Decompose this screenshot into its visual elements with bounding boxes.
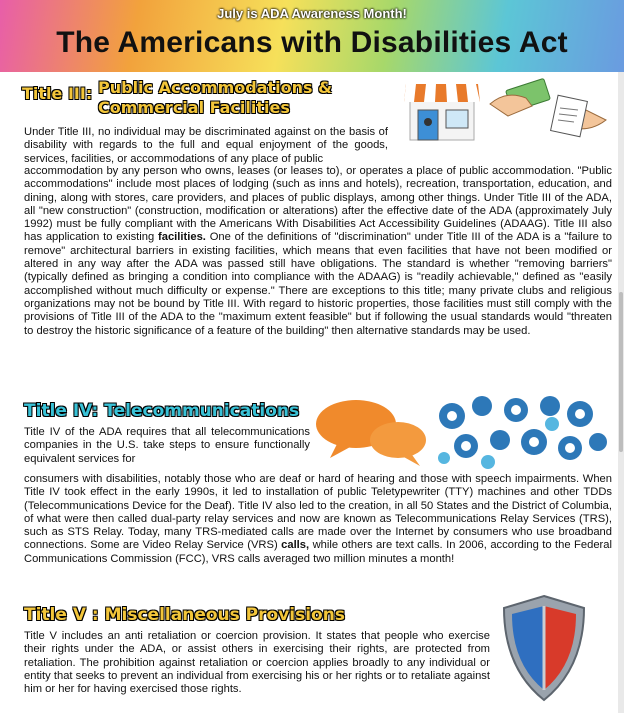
title5-heading: Title V : Miscellaneous Provisions <box>24 605 345 625</box>
title5-body: Title V includes an anti retaliation or coercion provision. It states that people who exercise their rights under the ADA, or assist others in exercising their rights, are protected from retaliation. The prohibition against retaliation or coercion applies broadly to any individual or entity that seeks to prevent an individual from exercising his or her rights or to retaliate against him or her for having exercised those rights. <box>24 630 490 696</box>
scrollbar-thumb[interactable] <box>619 292 623 452</box>
title3-body-rest: accommodation by any person who owns, leases (or leases to), or operates a place of public accommodation. "Public accommodations" include most places of lodging (such as inns and hotels), recreation, transportation, education, and dining, along with stores, care providers, and places of public displays, among other things. Under Title III of the ADA, all "new construction" (construction, modification or alterations) after the effective date of the ADA (approximately July 1992) must be fully compliant with the Americans With Disabilities Act Accessibility Guidelines (ADAAG). Title III also has application to existing facilities. One of the definitions of "discrimination" under Title III of the ADA is a "failure to remove" architectural barriers in existing facilities, which means that even facilities that have not been modified or altered in any way after the ADA was passed still have obligations. The standard is whether "removing barriers" (typically defined as bringing a condition into compliance with the ADAAG) is "readily achievable," defined as "easily accomplished without much difficulty or expense." There are exceptions to this title; many private clubs and religious organizations may not be bound by Title III. With regard to historic properties, those facilities must still comply with the provisions of Title III of the ADA to the "maximum extent feasible" but if following the usual standards would "threaten to destroy the historic significance of a feature of the building" then alternative standards may be used. <box>24 165 612 337</box>
shield-icon <box>498 592 590 704</box>
title3-label: Title III: <box>22 84 93 103</box>
money-exchange-icon <box>488 76 608 146</box>
storefront-icon <box>402 78 482 142</box>
network-gears-icon <box>430 392 610 472</box>
header-banner <box>0 0 624 72</box>
speech-bubbles-icon <box>312 396 432 472</box>
title4-heading: Title IV: Telecommunications <box>24 401 300 421</box>
scrollbar[interactable] <box>618 72 624 713</box>
title3-body-intro: Under Title III, no individual may be discriminated against on the basis of disability with regards to the full and equal enjoyment of the goods, services, facilities, or accommodations of any place of public <box>24 126 388 165</box>
page-title: The Americans with Disabilities Act <box>56 26 568 59</box>
title3-heading-line1: Public Accommodations & <box>98 78 333 97</box>
title3-heading-line2: Commercial Facilities <box>98 98 290 117</box>
banner-subtitle: July is ADA Awareness Month! <box>217 6 407 21</box>
title4-body-intro: Title IV of the ADA requires that all telecommunications companies in the U.S. take steps to ensure functionally equivalent services for <box>24 426 310 465</box>
title4-body-rest: consumers with disabilities, notably those who are deaf or hard of hearing and those with speech impairments. When Title IV took effect in the early 1990s, it led to installation of public Teletypewriter (TTY) machines and other TDDs (Telecommunications Device for the Deaf). Title IV also led to the creation, in all 50 States and the District of Columbia, of what were then called dual-party relay services and now are known as Telecommunications Relay Services (TRS), such as STS Relay. Today, many TRS-mediated calls are made over the Internet by consumers who use broadband connections. Some are Video Relay Service (VRS) calls, while others are text calls. In 2006, according to the Federal Communications Commission (FCC), VRS calls averaged two million minutes a month! <box>24 473 612 565</box>
